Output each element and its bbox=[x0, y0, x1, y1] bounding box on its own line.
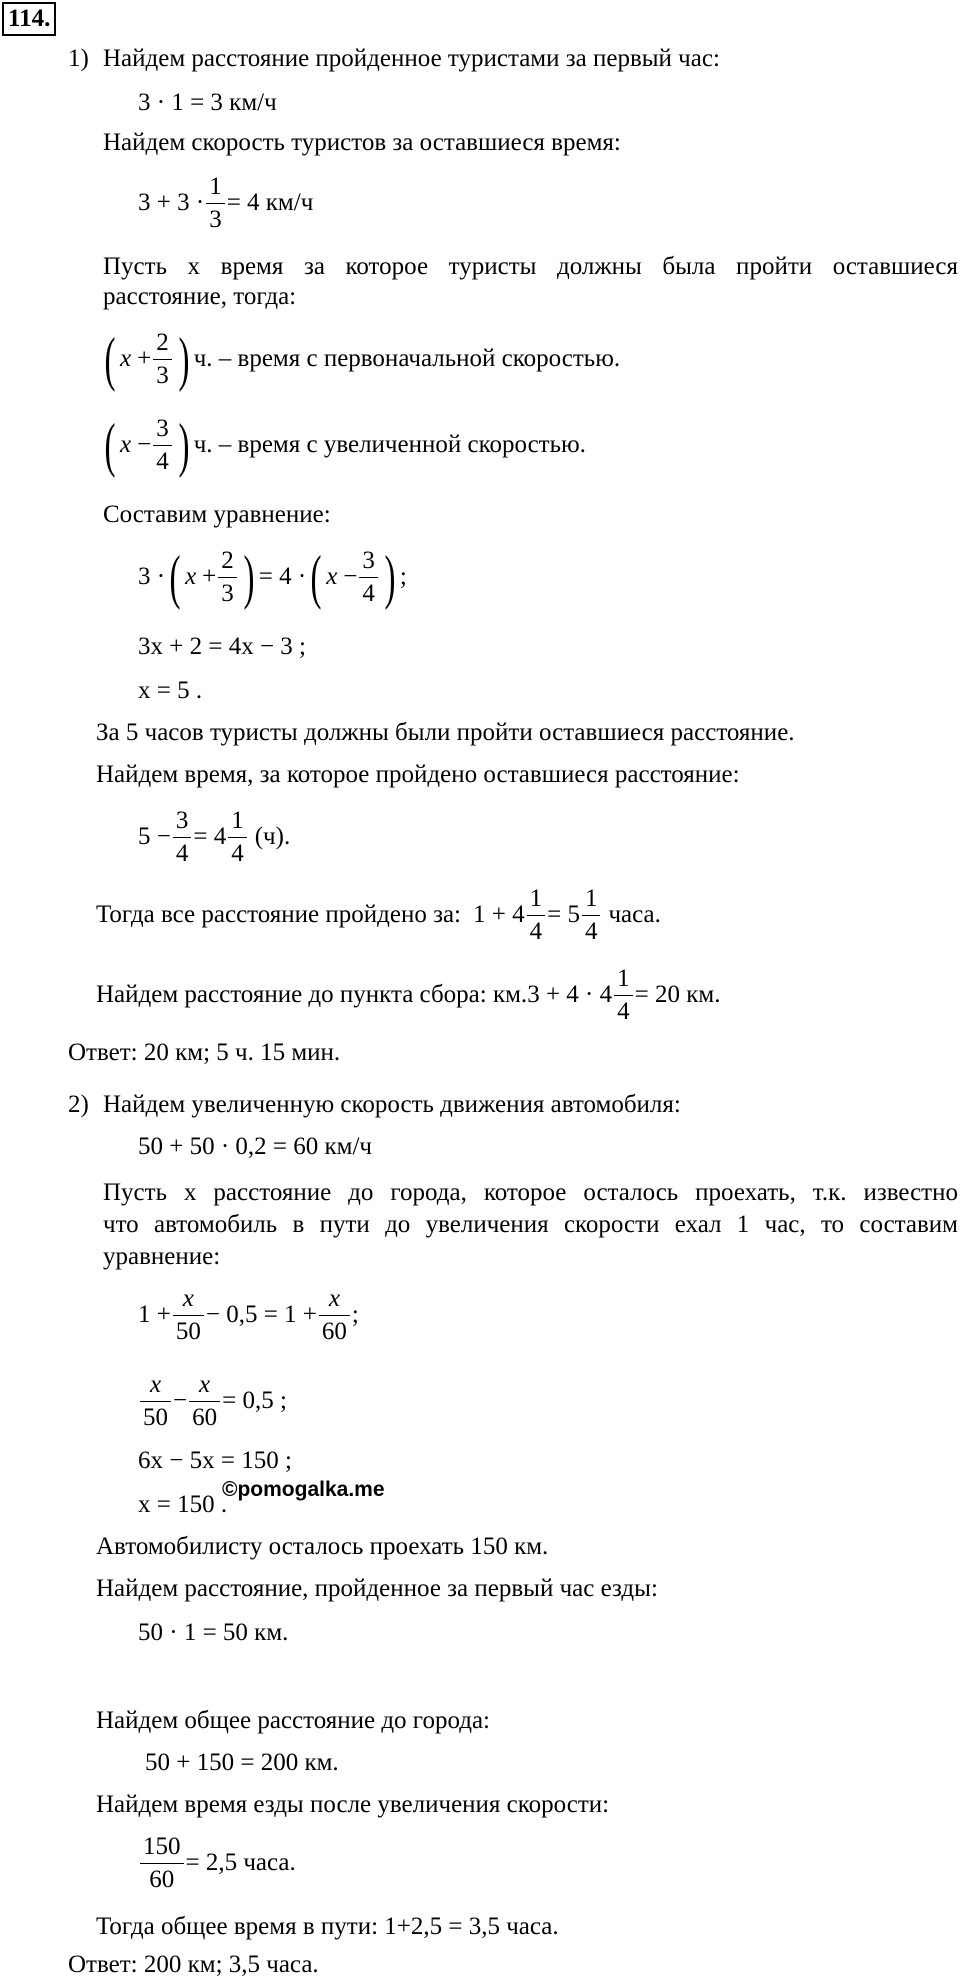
eq7-denominator2: 4 bbox=[584, 917, 598, 945]
minus-sign: − bbox=[343, 563, 358, 590]
part2-total-time: Тогда общее время в пути: 1+2,5 = 3,5 часа. bbox=[96, 1913, 559, 1940]
eq2-right: = 4 км/ч bbox=[226, 189, 314, 216]
part1-distance bbox=[96, 958, 720, 1032]
eq3-denominator1: 3 bbox=[221, 579, 234, 607]
eq7-numerator2: 1 bbox=[582, 883, 601, 916]
eq8-fraction bbox=[614, 963, 633, 1028]
expr1-fraction bbox=[153, 327, 172, 392]
part2-eq2 bbox=[138, 1278, 359, 1352]
part1-speed-text: Найдем скорость туристов за оставшиеся время: bbox=[103, 129, 621, 156]
part2-first-hour: Найдем расстояние, пройденное за первый час езды: bbox=[96, 1575, 658, 1602]
left-paren: ( bbox=[310, 544, 322, 610]
eq2-a: 1 + bbox=[138, 1301, 171, 1328]
p2eq3-mid: − bbox=[173, 1387, 188, 1414]
part2-intro: Найдем увеличенную скорость движения автомобиля: bbox=[103, 1091, 681, 1118]
p2eq3-numerator2: x bbox=[189, 1369, 220, 1402]
right-paren: ) bbox=[243, 544, 255, 610]
part1-intro: Найдем расстояние пройденное туристами за первый час: bbox=[103, 45, 720, 72]
eq2-end: ; bbox=[351, 1301, 359, 1328]
p2eq3-fraction1 bbox=[140, 1369, 171, 1434]
eq7-denominator1: 4 bbox=[529, 917, 543, 945]
part2-let-line2: что автомобиль в пути до увеличения скорости ехал 1 час, то составим bbox=[103, 1211, 958, 1238]
part2-eq3 bbox=[138, 1364, 287, 1438]
part2-eq8 bbox=[138, 1826, 296, 1900]
p2eq8-numerator: 150 bbox=[140, 1831, 184, 1864]
eq6-right: (ч). bbox=[254, 823, 291, 850]
p2eq2-fraction1 bbox=[173, 1283, 204, 1348]
part2-number: 2) bbox=[68, 1091, 89, 1118]
eq3-denominator2: 4 bbox=[362, 579, 375, 607]
eq6-numerator2: 1 bbox=[228, 805, 247, 838]
part1-let-line1: Пусть x время за которое туристы должны была пройти оставшиеся bbox=[103, 253, 958, 280]
eq3-fraction2 bbox=[359, 545, 378, 610]
left-paren: ( bbox=[104, 326, 116, 392]
plus-sign: + bbox=[202, 563, 217, 590]
expr1-numerator: 2 bbox=[153, 327, 172, 360]
left-paren: ( bbox=[169, 544, 181, 610]
expr1-text: ч. – время с первоначальной скоростью. bbox=[193, 345, 621, 372]
part1-total bbox=[96, 878, 661, 952]
part1-expr1 bbox=[100, 322, 620, 396]
eq6-mid: = 4 bbox=[193, 823, 227, 850]
eq6-denominator1: 4 bbox=[175, 839, 189, 867]
part2-eq4: 6x − 5x = 150 ; bbox=[138, 1447, 292, 1474]
eq6-denominator2: 4 bbox=[231, 839, 244, 867]
expr2-text: ч. – время с увеличенной скоростью. bbox=[193, 431, 586, 458]
eq2-numerator: 1 bbox=[206, 171, 225, 204]
eq7-numerator1: 1 bbox=[527, 883, 546, 916]
eq3-fraction1 bbox=[218, 545, 237, 610]
var-x: x bbox=[119, 345, 132, 372]
expr2-denominator: 4 bbox=[156, 447, 169, 475]
part2-eq1: 50 + 50 · 0,2 = 60 км/ч bbox=[138, 1133, 373, 1160]
part2-eq5: x = 150 . bbox=[138, 1491, 228, 1518]
part1-eq2 bbox=[138, 168, 313, 238]
part2-total-dist-text: Найдем общее расстояние до города: bbox=[96, 1707, 490, 1734]
dist-text: Найдем расстояние до пункта сбора: км. bbox=[96, 981, 528, 1008]
eq2-fraction bbox=[206, 171, 225, 236]
eq3-numerator2: 3 bbox=[359, 545, 378, 578]
left-paren: ( bbox=[104, 412, 116, 478]
eq6-left: 5 − bbox=[138, 823, 171, 850]
p2eq3-fraction2 bbox=[189, 1369, 220, 1434]
eq7-mid: = 5 bbox=[547, 901, 580, 928]
eq6-fraction1 bbox=[173, 805, 192, 870]
eq2-denominator: 3 bbox=[209, 205, 222, 233]
part1-eq4: 3x + 2 = 4x − 3 ; bbox=[138, 633, 306, 660]
part1-expr2 bbox=[100, 408, 586, 482]
right-paren: ) bbox=[178, 412, 190, 478]
right-paren: ) bbox=[384, 544, 396, 610]
eq7-fraction2 bbox=[582, 883, 601, 948]
p2eq8-right: = 2,5 часа. bbox=[185, 1849, 296, 1876]
part1-number: 1) bbox=[68, 45, 89, 72]
plus-sign: + bbox=[137, 345, 152, 372]
part1-answer: Ответ: 20 км; 5 ч. 15 мин. bbox=[68, 1039, 341, 1066]
var-x: x bbox=[119, 431, 132, 458]
part1-conclusion: За 5 часов туристы должны были пройти оставшиеся расстояние. bbox=[96, 719, 795, 746]
eq8-numerator: 1 bbox=[614, 963, 633, 996]
p2eq2-fraction2 bbox=[319, 1283, 350, 1348]
p2eq3-numerator1: x bbox=[140, 1369, 171, 1402]
eq8-denominator: 4 bbox=[617, 997, 630, 1025]
part1-eq1: 3 · 1 = 3 км/ч bbox=[138, 89, 277, 116]
eq8-left: 3 + 4 · 4 bbox=[527, 981, 613, 1008]
eq2-left: 3 + 3 · bbox=[138, 189, 205, 216]
part1-compose: Составим уравнение: bbox=[103, 501, 331, 528]
p2eq2-numerator2: x bbox=[319, 1283, 350, 1316]
right-paren: ) bbox=[178, 326, 190, 392]
expr2-fraction bbox=[153, 413, 172, 478]
p2eq3-denominator1: 50 bbox=[143, 1403, 168, 1431]
part1-eq3 bbox=[138, 540, 407, 614]
expr1-denominator: 3 bbox=[156, 361, 169, 389]
p2eq8-denominator: 60 bbox=[149, 1865, 175, 1893]
p2eq2-numerator1: x bbox=[173, 1283, 204, 1316]
eq3-end: ; bbox=[399, 563, 407, 590]
part2-let-line3: уравнение: bbox=[103, 1243, 221, 1270]
part2-eq7: 50 + 150 = 200 км. bbox=[145, 1749, 339, 1776]
part1-eq6 bbox=[138, 800, 290, 874]
watermark-text: ©pomogalka.me bbox=[222, 1478, 385, 1501]
part2-time-text: Найдем время езды после увеличения скорости: bbox=[96, 1791, 610, 1818]
p2eq3-end: = 0,5 ; bbox=[222, 1387, 287, 1414]
eq3-numerator1: 2 bbox=[218, 545, 237, 578]
part2-remain: Автомобилисту осталось проехать 150 км. bbox=[96, 1533, 549, 1560]
eq7-left: 1 + 4 bbox=[473, 901, 525, 928]
p2eq2-denominator2: 60 bbox=[321, 1317, 347, 1345]
expr2-numerator: 3 bbox=[153, 413, 172, 446]
part2-answer: Ответ: 200 км; 3,5 часа. bbox=[68, 1951, 319, 1978]
total-text: Тогда все расстояние пройдено за: bbox=[96, 901, 462, 928]
eq2-b: − 0,5 = 1 + bbox=[205, 1301, 317, 1328]
minus-sign: − bbox=[137, 431, 152, 458]
part2-eq6: 50 · 1 = 50 км. bbox=[138, 1619, 289, 1646]
p2eq8-fraction bbox=[140, 1831, 184, 1896]
var-x: x bbox=[185, 563, 197, 590]
part1-time-text: Найдем время, за которое пройдено оставшиеся расстояние: bbox=[96, 761, 740, 788]
eq7-fraction1 bbox=[527, 883, 546, 948]
part1-let-line2: расстояние, тогда: bbox=[103, 283, 297, 310]
problem-number: 114. bbox=[2, 2, 56, 36]
part1-eq5: x = 5 . bbox=[138, 677, 203, 704]
var-x: x bbox=[326, 563, 338, 590]
eq8-right: = 20 км. bbox=[634, 981, 721, 1008]
p2eq3-denominator2: 60 bbox=[192, 1403, 218, 1431]
p2eq2-denominator1: 50 bbox=[175, 1317, 201, 1345]
eq6-numerator1: 3 bbox=[173, 805, 192, 838]
eq3-coef1: 3 · bbox=[138, 563, 166, 590]
eq7-right: часа. bbox=[608, 901, 661, 928]
eq6-fraction2 bbox=[228, 805, 247, 870]
part2-let-line1: Пусть x расстояние до города, которое осталось проехать, т.к. известно bbox=[103, 1179, 958, 1206]
eq3-coef2: = 4 · bbox=[258, 563, 307, 590]
